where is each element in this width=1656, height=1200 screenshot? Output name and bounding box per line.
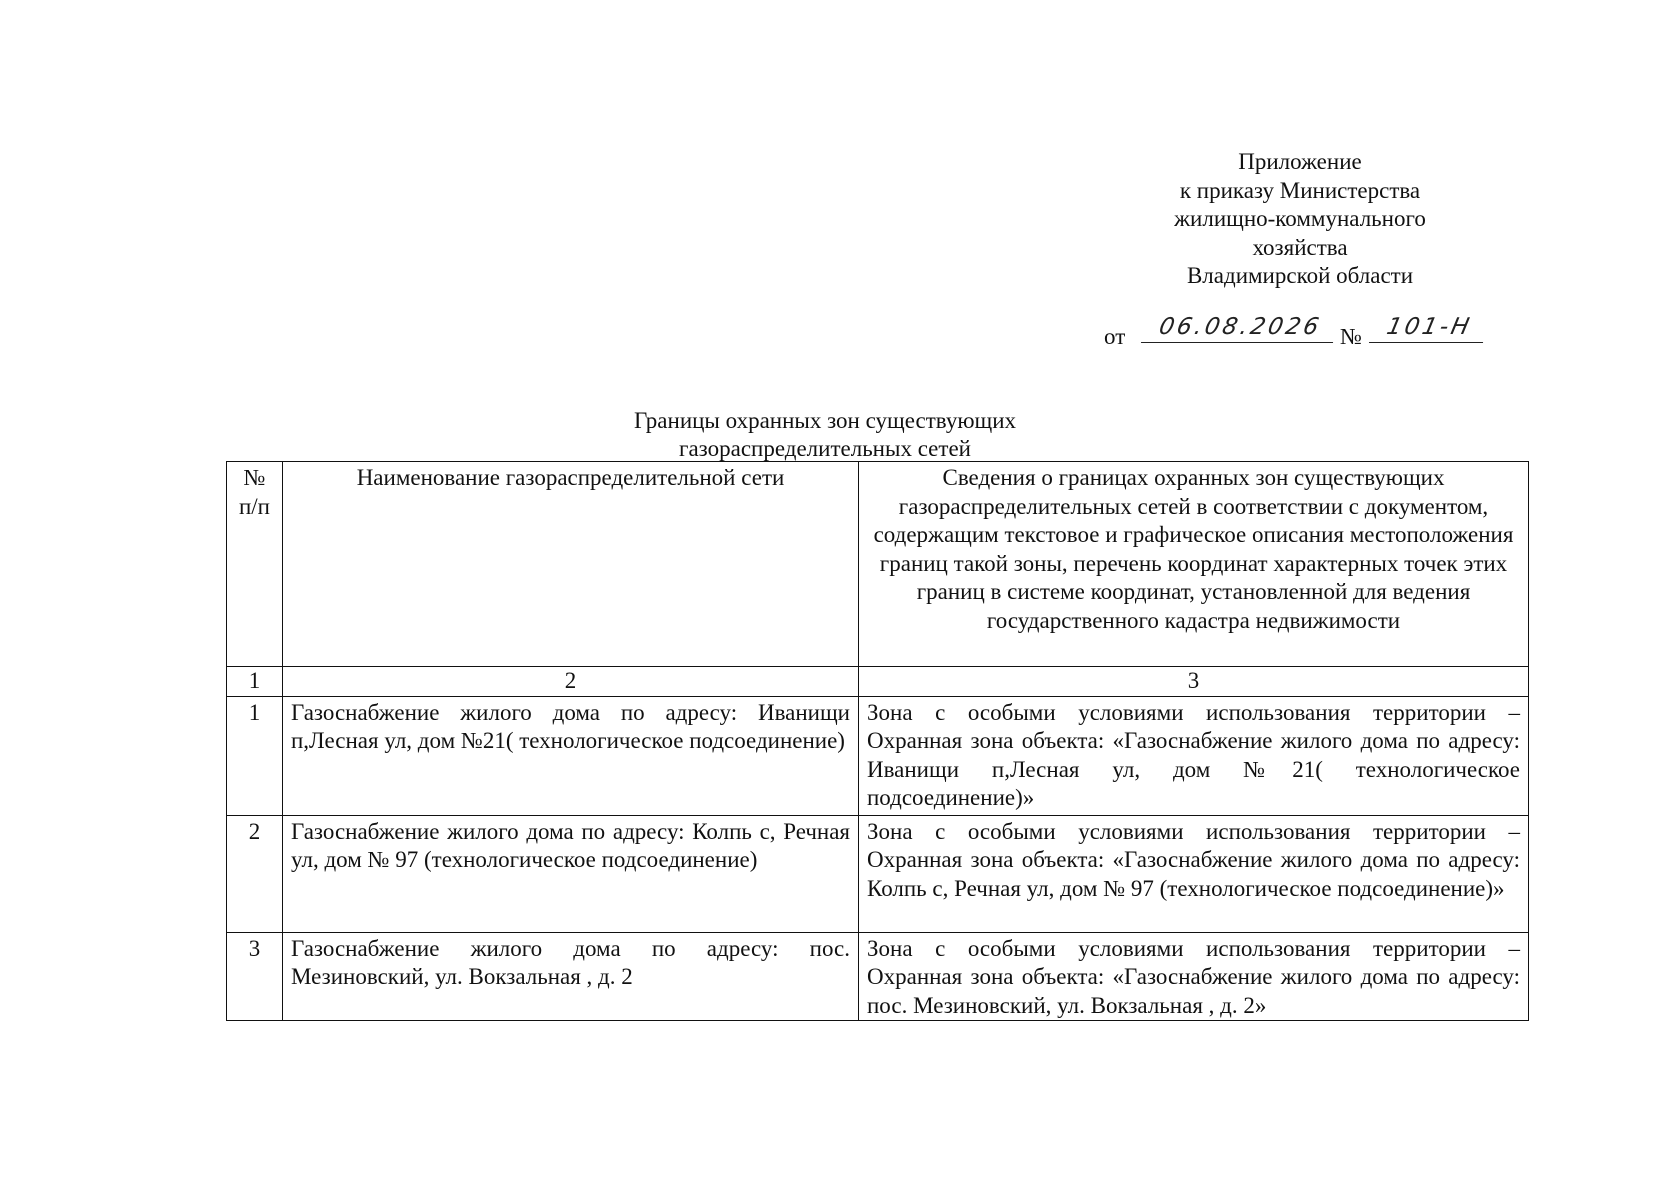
network-name-cell: Газоснабжение жилого дома по адресу: Иванищи п,Лесная ул, дом №21( технологическое подсоединение)	[283, 696, 859, 815]
row-number: 1	[227, 696, 283, 815]
header-network-name: Наименование газораспределительной сети	[283, 462, 859, 667]
title-line-1: Границы охранных зон существующих	[633, 408, 1017, 433]
network-name-cell: Газоснабжение жилого дома по адресу: Колпь с, Речная ул, дом № 97 (технологическое подсоединение)	[283, 815, 859, 932]
zone-info-cell: Зона с особыми условиями использования территории – Охранная зона объекта: «Газоснабжение жилого дома по адресу: Иванищи п,Лесная ул, дом №21( технологическое подсоединение)»	[859, 696, 1529, 815]
appendix-line: жилищно-коммунального	[1174, 206, 1426, 231]
header-zone-info: Сведения о границах охранных зон существующих газораспределительных сетей в соответствии с документом, содержащим текстовое и графическое описания местоположения границ такой зоны, перечень координат характерных точек этих границ в системе координат, установленной для ведения государственного кадастра недвижимости	[859, 462, 1529, 667]
header-number: № п/п	[227, 462, 283, 667]
appendix-block	[1110, 148, 1490, 291]
number-prefix: №	[1340, 324, 1362, 349]
appendix-line: Владимирской области	[1186, 263, 1414, 288]
handwritten-date: 06.08.2026	[1141, 314, 1339, 343]
date-prefix: от	[1104, 324, 1126, 349]
table-header-row	[227, 462, 1529, 667]
protection-zones-table	[226, 461, 1529, 1021]
zone-info-cell: Зона с особыми условиями использования территории – Охранная зона объекта: «Газоснабжение жилого дома по адресу: Колпь с, Речная ул, дом № 97 (технологическое подсоединение)»	[859, 815, 1529, 932]
order-date-line	[1104, 314, 1524, 354]
appendix-line: хозяйства	[1252, 234, 1348, 260]
row-number: 3	[227, 932, 283, 1021]
document-title	[560, 407, 1090, 463]
column-index: 1	[227, 667, 283, 697]
table-row	[227, 815, 1529, 932]
column-index: 2	[283, 667, 859, 697]
appendix-line: Приложение	[1238, 149, 1362, 174]
table-row	[227, 932, 1529, 1021]
column-index: 3	[859, 667, 1529, 697]
table-row	[227, 696, 1529, 815]
row-number: 2	[227, 815, 283, 932]
title-line-2: газораспределительных сетей	[679, 436, 971, 461]
appendix-line: к приказу Министерства	[1179, 177, 1421, 203]
zone-info-cell: Зона с особыми условиями использования территории – Охранная зона объекта: «Газоснабжение жилого дома по адресу: пос. Мезиновский, ул. Вокзальная , д. 2»	[859, 932, 1529, 1021]
network-name-cell: Газоснабжение жилого дома по адресу: пос. Мезиновский, ул. Вокзальная , д. 2	[283, 932, 859, 1021]
column-index-row	[227, 667, 1529, 697]
handwritten-order-number: 101-Н	[1369, 314, 1489, 343]
